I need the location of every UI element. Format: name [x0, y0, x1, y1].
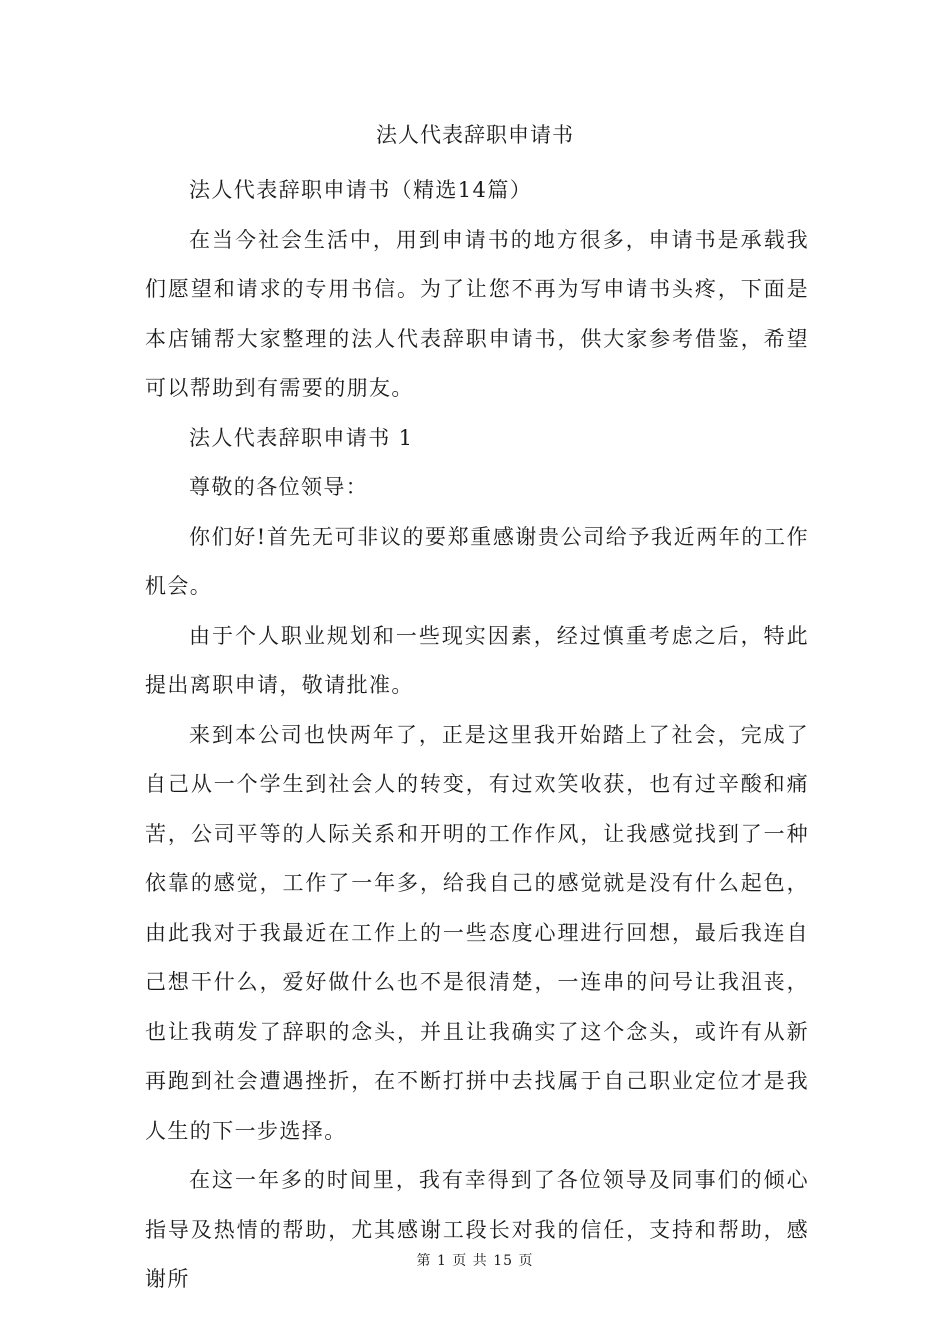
subtitle-paragraph: 法人代表辞职申请书（精选14篇） [189, 178, 533, 202]
section-heading: 法人代表辞职申请书 1 [189, 425, 414, 450]
body-paragraph: 来到本公司也快两年了，正是这里我开始踏上了社会，完成了自己从一个学生到社会人的转变，有过欢笑收获，也有过辛酸和痛苦，公司平等的人际关系和开明的工作作风，让我感觉找到了一种依靠的感觉，工作了一年多，给我自己的感觉就是没有什么起色，由此我对于我最近在工作上的一些态度心理进行回想，最后我连自己想干什么，爱好做什么也不是很清楚，一连串的问号让我沮丧，也让我萌发了辞职的念头，并且让我确实了这个念头，或许有从新再跑到社会遭遇挫折，在不断打拼中去找属于自己职业定位才是我人生的下一步选择。 [145, 722, 809, 1143]
body-paragraph: 由于个人职业规划和一些现实因素，经过慎重考虑之后，特此提出离职申请，敬请批准。 [145, 623, 809, 697]
page-number-footer: 第 1 页 共 15 页 [416, 1253, 534, 1269]
body-paragraph: 你们好!首先无可非议的要郑重感谢贵公司给予我近两年的工作机会。 [145, 524, 809, 598]
document-body [145, 166, 809, 1305]
salutation-paragraph: 尊敬的各位领导： [189, 475, 369, 499]
document-title: 法人代表辞职申请书 [376, 123, 574, 147]
body-paragraph: 在这一年多的时间里，我有幸得到了各位领导及同事们的倾心指导及热情的帮助，尤其感谢工段长对我的信任，支持和帮助，感谢所 [145, 1168, 809, 1291]
intro-paragraph: 在当今社会生活中，用到申请书的地方很多，申请书是承载我们愿望和请求的专用书信。为了让您不再为写申请书头疼，下面是本店铺帮大家整理的法人代表辞职申请书，供大家参考借鉴，希望可以帮助到有需要的朋友。 [145, 227, 809, 400]
